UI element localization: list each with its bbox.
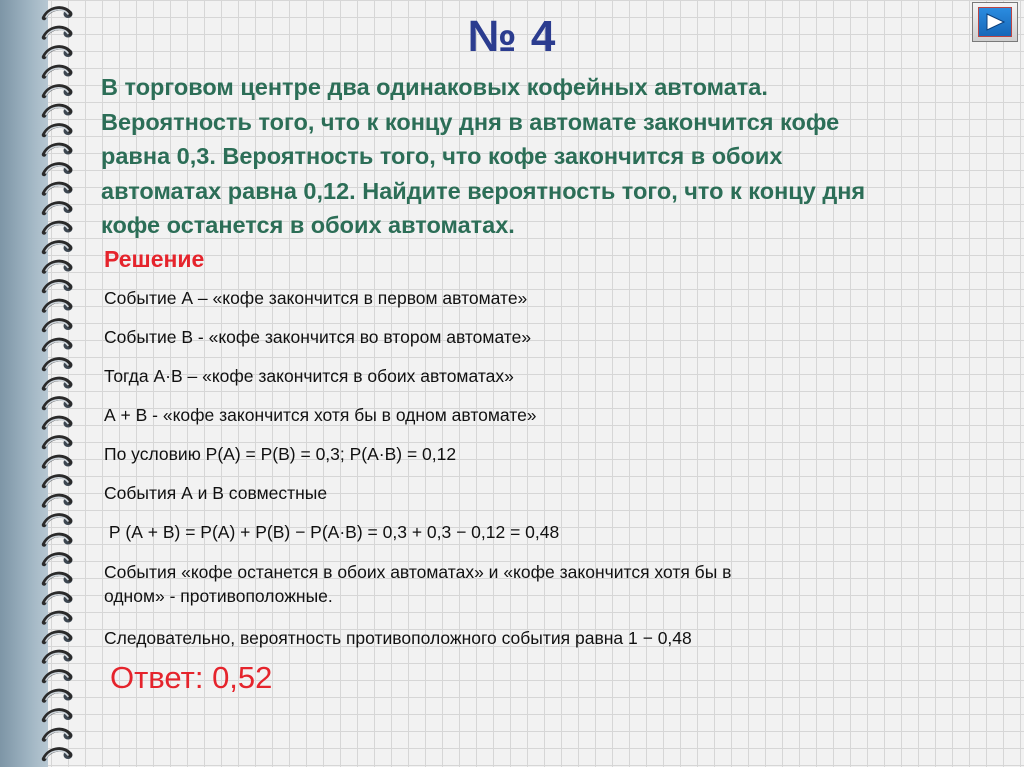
solution-step: Следовательно, вероятность противоположного события равна 1 − 0,48 [104,628,692,648]
solution-heading: Решение [104,246,205,272]
problem-line: равна 0,3. Вероятность того, что кофе закончится в обоих [101,143,783,169]
answer: Ответ: 0,52 [110,660,273,695]
spiral-binding [0,0,90,767]
page-title: № 4 [467,12,557,61]
solution-step: Событие А – «кофе закончится в первом автомате» [104,288,528,308]
problem-line: В торговом центре два одинаковых кофейных автомата. [101,74,768,100]
solution-step: Р (А + В) = Р(А) + Р(В) − Р(А·В) = 0,3 + 0,3 − 0,12 = 0,48 [104,522,560,542]
problem-statement [101,70,981,243]
solution-step: По условию Р(А) = Р(В) = 0,3; Р(А·В) = 0,12 [104,444,457,464]
solution-step: События А и В совместные [104,483,328,503]
solution-step: А + В - «кофе закончится хотя бы в одном автомате» [104,405,537,425]
problem-line: Вероятность того, что к концу дня в автомате закончится кофе [101,108,840,135]
problem-line: кофе останется в обоих автоматах. [101,212,515,238]
problem-line: автоматах равна 0,12. Найдите вероятность того, что к концу дня [101,177,866,204]
solution-step: События «кофе останется в обоих автоматах» и «кофе закончится хотя бы в одном» - противоположные. [104,562,732,606]
solution-step: Тогда А·В – «кофе закончится в обоих автоматах» [104,366,514,386]
solution-step: Событие В - «кофе закончится во втором автомате» [104,327,532,347]
